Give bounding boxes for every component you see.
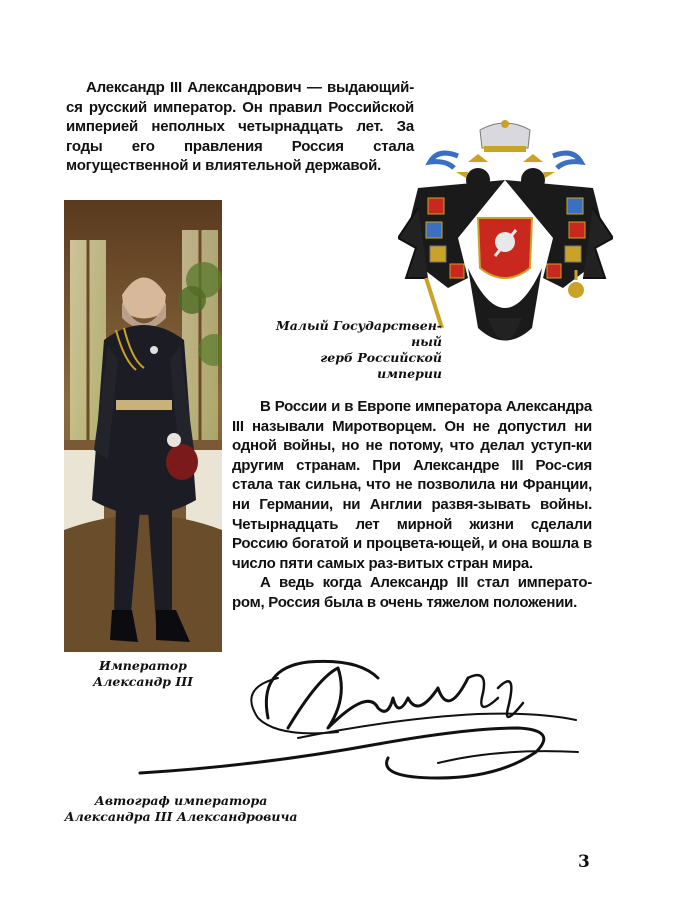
emperor-portrait-image xyxy=(64,200,222,652)
coat-caption-line2: ный xyxy=(411,334,442,349)
intro-text: Александр III Александрович — выдающий-ся русский император. Он правил Российской империей неполных четырнадцать лет. За годы его правления Россия стала могущественной и влиятельной державой. xyxy=(66,79,414,174)
intro-paragraph xyxy=(66,78,414,176)
signature-caption-line1: Автограф императора xyxy=(94,793,268,808)
coat-of-arms-caption xyxy=(262,318,442,382)
page-number: 3 xyxy=(578,852,590,872)
emperor-signature-image xyxy=(138,648,598,798)
coat-caption-line3: герб Российской империи xyxy=(320,350,442,381)
portrait-caption-line2: Александр III xyxy=(93,674,193,689)
portrait-caption-line1: Император xyxy=(99,658,187,673)
main-paragraph-1: В России и в Европе императора Александра III называли Миротворцем. Он не допустил ни одной войны, но не потому, что делал уступ-ки другим странам. При Александре III Рос-сия стала так сильна, что не позволила ни Франции, ни Германии, ни Англии развя-зывать войны. Четырнадцать лет мирной жизни сделали Россию богатой и процвета-ющей, и она вошла в число пяти самых раз-витых стран мира. xyxy=(232,398,592,572)
main-paragraph-2: А ведь когда Александр III стал императо-ром, Россия была в очень тяжелом положении. xyxy=(232,574,592,611)
main-text xyxy=(232,397,592,613)
signature-caption-line2: Александра III Александровича xyxy=(64,809,298,824)
coat-caption-line1: Малый Государствен- xyxy=(275,318,442,333)
signature-caption xyxy=(56,793,306,825)
